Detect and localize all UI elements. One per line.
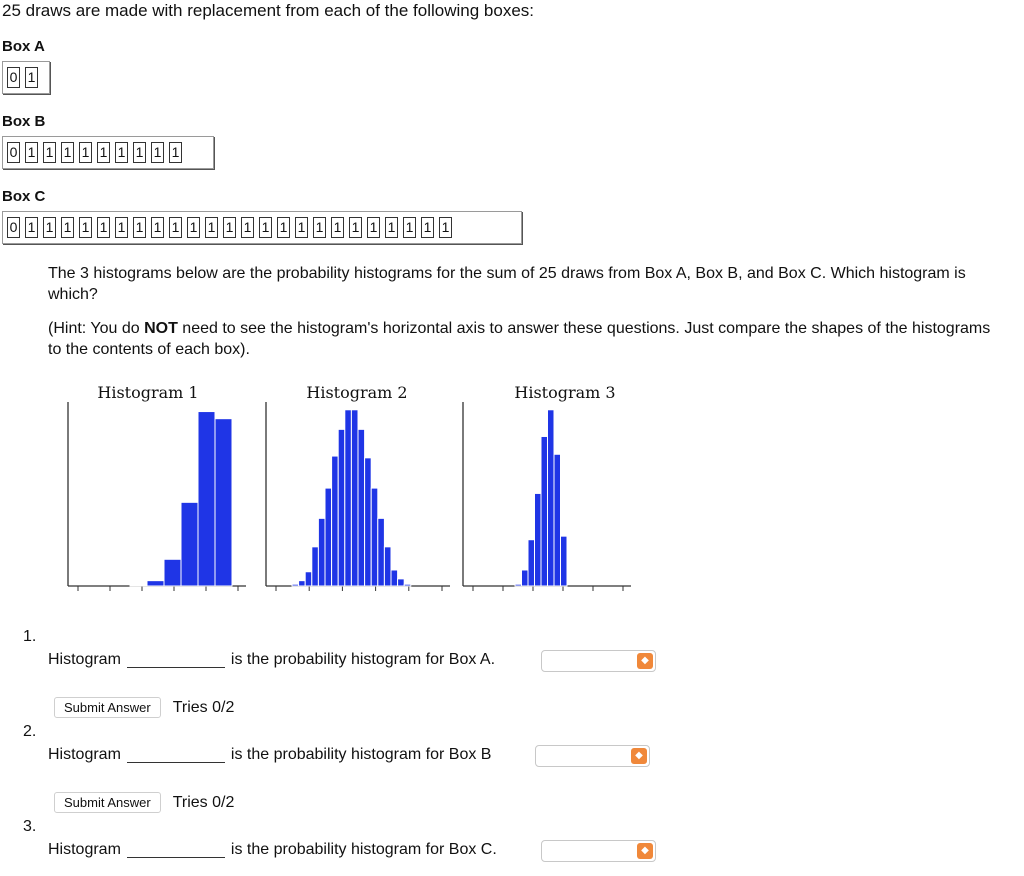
question-2-number: 2. bbox=[23, 723, 37, 740]
ticket: 1 bbox=[61, 217, 74, 238]
histogram-bar bbox=[305, 572, 312, 586]
ticket: 1 bbox=[241, 217, 254, 238]
histogram-2-title: Histogram 2 bbox=[306, 383, 408, 402]
question-2-line bbox=[48, 746, 491, 764]
ticket: 1 bbox=[115, 217, 128, 238]
histogram-bar bbox=[535, 493, 542, 586]
ticket: 1 bbox=[205, 217, 218, 238]
ticket: 1 bbox=[187, 217, 200, 238]
ticket: 1 bbox=[439, 217, 452, 238]
box-a-label: Box A bbox=[2, 38, 45, 55]
histogram-bar bbox=[130, 585, 147, 586]
ticket: 1 bbox=[25, 217, 38, 238]
histogram-1 bbox=[60, 398, 250, 598]
histogram-3-title: Histogram 3 bbox=[514, 383, 616, 402]
histogram-bar bbox=[332, 456, 339, 586]
ticket: 1 bbox=[79, 217, 92, 238]
histogram-3 bbox=[455, 398, 635, 598]
histogram-bar bbox=[215, 419, 232, 586]
histogram-bar bbox=[554, 454, 561, 586]
question-3-number: 3. bbox=[23, 818, 37, 835]
box-a-tickets bbox=[2, 61, 50, 94]
ticket: 1 bbox=[133, 217, 146, 238]
ticket: 1 bbox=[223, 217, 236, 238]
ticket: 1 bbox=[151, 217, 164, 238]
question-1-number: 1. bbox=[23, 628, 37, 645]
histogram-bar bbox=[299, 581, 306, 586]
question-3-select[interactable] bbox=[541, 840, 656, 862]
ticket: 0 bbox=[7, 142, 20, 163]
ticket: 1 bbox=[25, 142, 38, 163]
ticket: 1 bbox=[169, 217, 182, 238]
histogram-bar bbox=[338, 429, 345, 586]
hint-bold: NOT bbox=[144, 320, 178, 337]
ticket: 1 bbox=[403, 217, 416, 238]
question-1-line bbox=[48, 651, 495, 669]
histogram-bar bbox=[561, 536, 568, 586]
histogram-bar bbox=[548, 410, 555, 586]
histogram-2 bbox=[258, 398, 454, 598]
ticket: 1 bbox=[43, 217, 56, 238]
select-arrows-icon: ◆ bbox=[631, 748, 647, 764]
hint-pre: (Hint: You do bbox=[48, 320, 145, 337]
histogram-bar bbox=[384, 547, 391, 586]
histogram-bar bbox=[541, 436, 548, 586]
question-1-select[interactable] bbox=[541, 650, 656, 672]
ticket: 1 bbox=[151, 142, 164, 163]
ticket: 1 bbox=[97, 142, 110, 163]
histogram-bar bbox=[181, 502, 198, 586]
histogram-bar bbox=[164, 559, 181, 586]
box-b-label: Box B bbox=[2, 113, 46, 130]
ticket: 1 bbox=[421, 217, 434, 238]
question-intro: The 3 histograms below are the probability histograms for the sum of 25 draws from Box A, Box B, and Box C. Which histogram is which? bbox=[48, 265, 966, 303]
histogram-bar bbox=[378, 518, 385, 586]
question-3-suffix: is the probability histogram for Box C. bbox=[230, 841, 497, 858]
histogram-bar bbox=[371, 488, 378, 586]
ticket: 1 bbox=[115, 142, 128, 163]
histogram-1-title: Histogram 1 bbox=[97, 383, 199, 402]
ticket: 1 bbox=[277, 217, 290, 238]
ticket: 1 bbox=[79, 142, 92, 163]
ticket: 1 bbox=[295, 217, 308, 238]
ticket: 0 bbox=[7, 217, 20, 238]
ticket: 1 bbox=[313, 217, 326, 238]
tries-counter-1: Tries 0/2 bbox=[172, 698, 235, 716]
histogram-bar bbox=[365, 458, 372, 586]
ticket: 1 bbox=[43, 142, 56, 163]
submit-answer-button-2[interactable]: Submit Answer bbox=[54, 792, 161, 813]
histogram-bar bbox=[404, 584, 411, 586]
question-1-prefix: Histogram bbox=[48, 651, 121, 668]
ticket: 1 bbox=[25, 67, 38, 88]
intro-text: 25 draws are made with replacement from each of the following boxes: bbox=[2, 1, 534, 20]
ticket: 1 bbox=[169, 142, 182, 163]
question-1-blank bbox=[127, 653, 225, 668]
hint-post: need to see the histogram's horizontal axis to answer these questions. Just compare the shapes of the histograms to the contents of each box). bbox=[48, 320, 991, 358]
submit-answer-button-1[interactable]: Submit Answer bbox=[54, 697, 161, 718]
question-3-blank bbox=[127, 843, 225, 858]
histogram-bar bbox=[515, 584, 522, 586]
question-2-select[interactable] bbox=[535, 745, 650, 767]
histogram-bar bbox=[318, 518, 325, 586]
question-2-actions bbox=[54, 792, 234, 813]
histogram-bar bbox=[351, 410, 358, 586]
histogram-bar bbox=[391, 570, 398, 586]
ticket: 1 bbox=[385, 217, 398, 238]
box-b-tickets bbox=[2, 136, 214, 169]
ticket: 1 bbox=[367, 217, 380, 238]
histogram-bar bbox=[358, 429, 365, 586]
box-c-tickets bbox=[2, 211, 522, 244]
histogram-bar bbox=[528, 540, 535, 586]
histogram-bar bbox=[345, 410, 352, 586]
question-3-line bbox=[48, 841, 497, 859]
select-arrows-icon: ◆ bbox=[637, 653, 653, 669]
ticket: 1 bbox=[97, 217, 110, 238]
select-arrows-icon: ◆ bbox=[637, 843, 653, 859]
histogram-bar bbox=[325, 488, 332, 586]
histogram-bar bbox=[522, 570, 529, 586]
ticket: 1 bbox=[259, 217, 272, 238]
ticket: 1 bbox=[331, 217, 344, 238]
question-2-suffix: is the probability histogram for Box B bbox=[230, 746, 492, 763]
histogram-bar bbox=[398, 579, 405, 586]
tries-counter-2: Tries 0/2 bbox=[172, 793, 235, 811]
ticket: 1 bbox=[349, 217, 362, 238]
hint-text bbox=[48, 318, 1008, 360]
ticket: 1 bbox=[133, 142, 146, 163]
question-1-actions bbox=[54, 697, 234, 718]
box-c-label: Box C bbox=[2, 188, 46, 205]
histogram-bar bbox=[292, 584, 299, 586]
histogram-bar bbox=[312, 547, 319, 586]
question-1-suffix: is the probability histogram for Box A. bbox=[230, 651, 496, 668]
ticket: 1 bbox=[61, 142, 74, 163]
question-2-blank bbox=[127, 748, 225, 763]
ticket: 0 bbox=[7, 67, 20, 88]
histogram-bar bbox=[147, 581, 164, 586]
question-3-prefix: Histogram bbox=[48, 841, 121, 858]
question-2-prefix: Histogram bbox=[48, 746, 121, 763]
histogram-bar bbox=[198, 412, 215, 586]
